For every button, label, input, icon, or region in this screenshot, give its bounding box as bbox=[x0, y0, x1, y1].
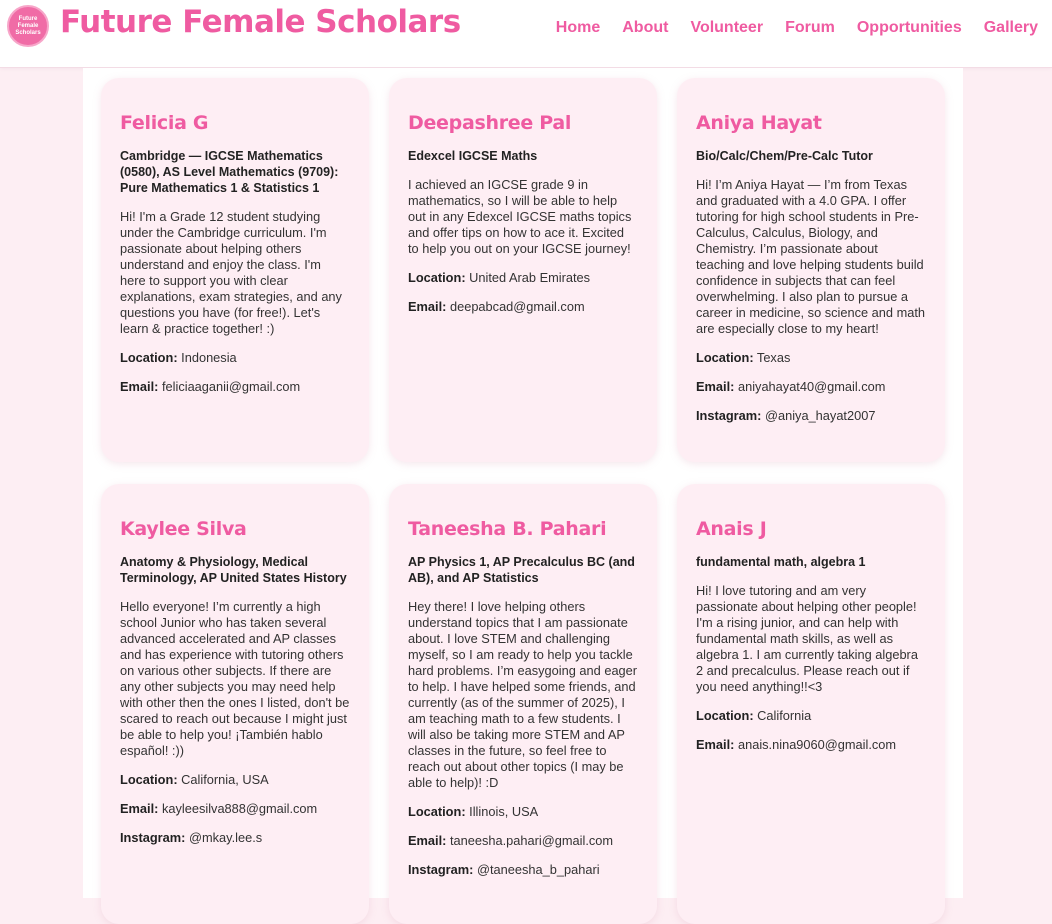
tutor-email bbox=[408, 833, 638, 849]
site-header bbox=[0, 0, 1052, 68]
tutor-name: Taneesha B. Pahari bbox=[408, 518, 607, 540]
instagram-label: Instagram: bbox=[696, 408, 762, 423]
tutor-bio: Hi! I'm a Grade 12 student studying under the Cambridge curriculum. I'm passionate about helping others understand and enjoy the class. I'm here to support you with clear explanations, exam strategies, and any questions you have (for free!). Let's learn & practice together! :) bbox=[120, 209, 342, 336]
location-value: California bbox=[757, 708, 812, 723]
nav-about[interactable]: About bbox=[622, 19, 669, 36]
logo-line: Future bbox=[18, 15, 38, 22]
instagram-label: Instagram: bbox=[120, 830, 186, 845]
tutor-location bbox=[408, 270, 638, 286]
tutor-name: Aniya Hayat bbox=[696, 112, 822, 134]
tutor-location bbox=[120, 772, 350, 788]
tutor-instagram bbox=[408, 862, 638, 878]
site-title[interactable]: Future Female Scholars bbox=[60, 4, 461, 40]
location-value: California, USA bbox=[181, 772, 269, 787]
email-value[interactable]: aniyahayat40@gmail.com bbox=[737, 379, 886, 394]
email-label: Email: bbox=[408, 299, 447, 314]
site-logo[interactable] bbox=[7, 5, 49, 47]
email-value[interactable]: kayleesilva888@gmail.com bbox=[161, 801, 318, 816]
nav-home[interactable]: Home bbox=[555, 19, 601, 36]
instagram-value[interactable]: @taneesha_b_pahari bbox=[476, 862, 600, 877]
tutor-bio: Hello everyone! I’m currently a high school Junior who has taken several advanced accelerated and AP classes and has experience with tutoring others on various other subjects. If there are any other subjects you may need help with other then the ones I listed, don't be scared to reach out because I might just be able to help you! ¡También hablo español! :)) bbox=[120, 599, 350, 758]
nav-volunteer[interactable]: Volunteer bbox=[690, 19, 764, 36]
tutor-email bbox=[696, 737, 926, 753]
tutor-subjects: Cambridge — IGCSE Mathematics (0580), AS Level Mathematics (9709): Pure Mathematics 1 & Statistics 1 bbox=[120, 149, 339, 195]
instagram-value[interactable]: @aniya_hayat2007 bbox=[764, 408, 876, 423]
tutor-card bbox=[677, 484, 945, 924]
email-value[interactable]: taneesha.pahari@gmail.com bbox=[449, 833, 614, 848]
tutor-card bbox=[101, 78, 369, 462]
location-label: Location: bbox=[696, 708, 754, 723]
location-value: Indonesia bbox=[181, 350, 237, 365]
email-label: Email: bbox=[696, 737, 735, 752]
tutor-subjects: Anatomy & Physiology, Medical Terminology, AP United States History bbox=[120, 555, 347, 585]
location-label: Location: bbox=[120, 772, 178, 787]
tutor-email bbox=[120, 379, 350, 395]
location-value: United Arab Emirates bbox=[469, 270, 591, 285]
tutor-email bbox=[408, 299, 638, 315]
email-label: Email: bbox=[120, 379, 159, 394]
tutor-instagram bbox=[120, 830, 350, 846]
logo-line: Scholars bbox=[15, 29, 41, 36]
location-label: Location: bbox=[408, 270, 466, 285]
tutor-email bbox=[696, 379, 926, 395]
tutor-location bbox=[696, 708, 926, 724]
email-value[interactable]: deepabcad@gmail.com bbox=[449, 299, 585, 314]
location-label: Location: bbox=[696, 350, 754, 365]
tutor-instagram bbox=[696, 408, 926, 424]
tutor-name: Anais J bbox=[696, 518, 767, 540]
logo-line: Female bbox=[17, 22, 39, 29]
tutor-bio: I achieved an IGCSE grade 9 in mathematics, so I will be able to help out in any Edexcel IGCSE maths topics and offer tips on how to ace it. Excited to help you out on your IGCSE journey! bbox=[408, 177, 632, 256]
nav-opportunities[interactable]: Opportunities bbox=[856, 19, 962, 36]
tutor-location bbox=[408, 804, 638, 820]
main-nav bbox=[534, 19, 1038, 37]
tutor-email bbox=[120, 801, 350, 817]
email-label: Email: bbox=[696, 379, 735, 394]
tutor-bio: Hi! I’m Aniya Hayat — I’m from Texas and graduated with a 4.0 GPA. I offer tutoring for high school students in Pre-Calculus, Calculus, Biology, and Chemistry. I’m passionate about teaching and love helping students build confidence in subjects that can feel overwhelming. I also plan to pursue a career in medicine, so science and math are especially close to my heart! bbox=[696, 177, 926, 336]
location-label: Location: bbox=[408, 804, 466, 819]
nav-gallery[interactable]: Gallery bbox=[983, 19, 1038, 36]
instagram-label: Instagram: bbox=[408, 862, 474, 877]
tutor-name: Kaylee Silva bbox=[120, 518, 247, 540]
tutor-subjects: fundamental math, algebra 1 bbox=[696, 555, 866, 569]
instagram-value[interactable]: @mkay.lee.s bbox=[188, 830, 263, 845]
location-value: Illinois, USA bbox=[469, 804, 539, 819]
tutor-card bbox=[677, 78, 945, 462]
tutor-bio: Hey there! I love helping others understand topics that I am passionate about. I love STEM and challenging myself, so I am ready to help you tackle hard problems. I’m easygoing and eager to help. I have helped some friends, and currently (as of the summer of 2025), I am teaching math to a few students. I will also be taking more STEM and AP classes in the future, so feel free to reach out about other topics (I may be able to help)! :D bbox=[408, 599, 638, 790]
tutor-location bbox=[696, 350, 926, 366]
location-label: Location: bbox=[120, 350, 178, 365]
tutor-bio: Hi! I love tutoring and am very passionate about helping other people! I'm a rising junior, and can help with fundamental math skills, as well as algebra 1. I am currently taking algebra 2 and precalculus. Please reach out if you need anything!!<3 bbox=[696, 583, 918, 694]
email-value[interactable]: anais.nina9060@gmail.com bbox=[737, 737, 897, 752]
location-value: Texas bbox=[756, 350, 791, 365]
tutor-subjects: Edexcel IGCSE Maths bbox=[408, 149, 538, 163]
tutor-location bbox=[120, 350, 350, 366]
tutor-grid bbox=[83, 68, 963, 898]
email-label: Email: bbox=[408, 833, 447, 848]
tutor-name: Felicia G bbox=[120, 112, 209, 134]
email-value[interactable]: feliciaaganii@gmail.com bbox=[161, 379, 301, 394]
tutor-card bbox=[101, 484, 369, 924]
tutor-name: Deepashree Pal bbox=[408, 112, 572, 134]
tutor-subjects: Bio/Calc/Chem/Pre-Calc Tutor bbox=[696, 149, 873, 163]
tutor-card bbox=[389, 484, 657, 924]
nav-forum[interactable]: Forum bbox=[785, 19, 835, 36]
tutor-subjects: AP Physics 1, AP Precalculus BC (and AB), and AP Statistics bbox=[408, 555, 635, 585]
tutor-card bbox=[389, 78, 657, 462]
email-label: Email: bbox=[120, 801, 159, 816]
